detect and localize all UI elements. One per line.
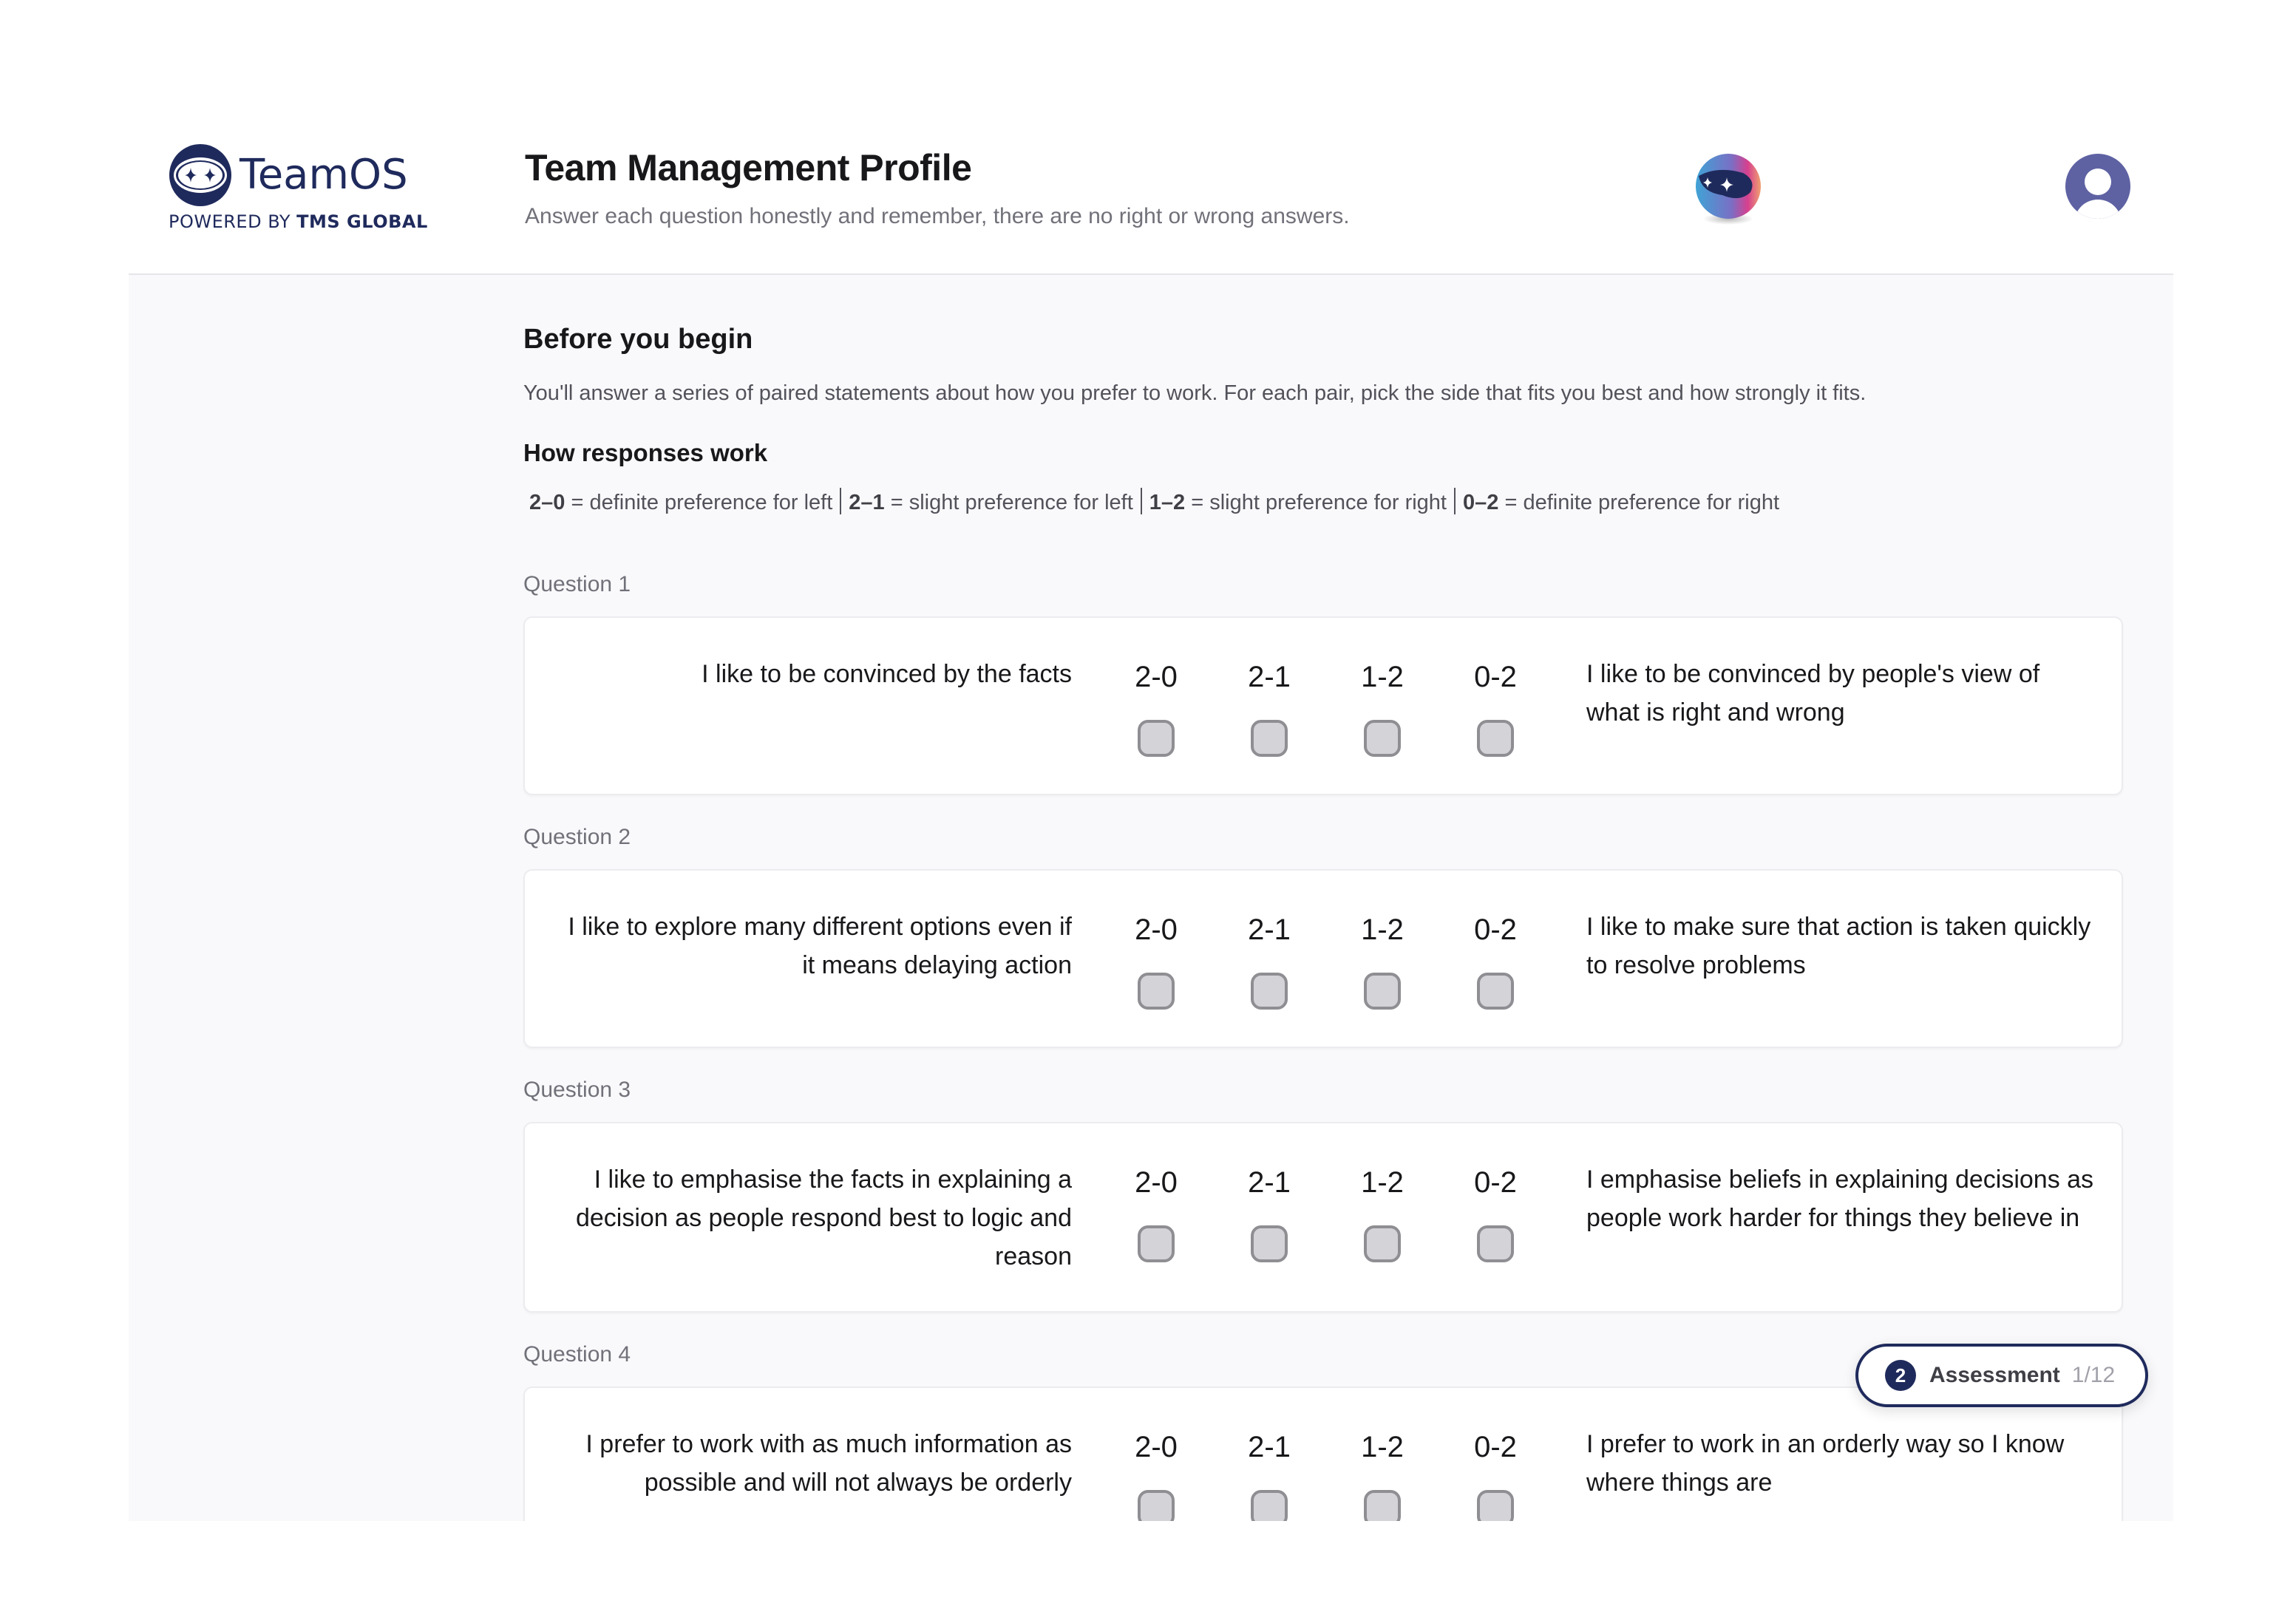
right-statement: I emphasise beliefs in explaining decisions as people work harder for things they believe in (1586, 1166, 2094, 1232)
option-2-0 (1112, 1166, 1200, 1262)
legend-key: 2–0 (529, 491, 565, 514)
option-0-2 (1451, 913, 1540, 1010)
option-checkbox[interactable] (1138, 973, 1175, 1010)
option-label: 2-1 (1248, 913, 1291, 946)
option-2-1 (1225, 913, 1314, 1010)
option-checkbox[interactable] (1138, 720, 1175, 757)
option-label: 2-0 (1135, 661, 1178, 693)
option-1-2 (1338, 1166, 1427, 1262)
option-label: 1-2 (1361, 1166, 1404, 1199)
option-label: 0-2 (1474, 1431, 1517, 1463)
step-number-badge: 2 (1885, 1360, 1916, 1391)
step-label: Assessment (1929, 1363, 2060, 1387)
question-label: Question 1 (523, 572, 631, 596)
option-0-2 (1451, 1166, 1540, 1262)
question-card (523, 616, 2123, 795)
left-statement: I prefer to work with as much information as possible and will not always be orderly (585, 1430, 1072, 1497)
option-checkbox[interactable] (1477, 1225, 1514, 1262)
legend-separator (1454, 488, 1456, 514)
option-checkbox[interactable] (1251, 973, 1288, 1010)
option-checkbox[interactable] (1251, 1225, 1288, 1262)
option-2-0 (1112, 661, 1200, 757)
powered-by (169, 211, 428, 232)
option-checkbox[interactable] (1138, 1490, 1175, 1521)
brand-logo[interactable] (169, 143, 428, 232)
right-statement: I like to make sure that action is taken quickly to resolve problems (1586, 913, 2091, 979)
option-2-1 (1225, 1431, 1314, 1521)
assessment-progress-pill[interactable] (1855, 1344, 2148, 1407)
header (129, 0, 2173, 273)
page-subtitle: Answer each question honestly and remember, there are no right or wrong answers. (525, 204, 1350, 228)
legend-desc: = slight preference for left (884, 491, 1133, 514)
left-statement: I like to explore many different options even if it means delaying action (568, 913, 1072, 979)
legend-key: 1–2 (1149, 491, 1186, 514)
option-checkbox[interactable] (1477, 720, 1514, 757)
option-checkbox[interactable] (1364, 1490, 1401, 1521)
page-title: Team Management Profile (525, 147, 972, 188)
avatar-body (2074, 200, 2122, 219)
option-label: 2-0 (1135, 1431, 1178, 1463)
option-1-2 (1338, 661, 1427, 757)
powered-by-prefix: POWERED BY (169, 211, 297, 232)
main-content (129, 273, 2173, 1521)
option-checkbox[interactable] (1138, 1225, 1175, 1262)
legend-desc: = definite preference for left (565, 491, 833, 514)
option-checkbox[interactable] (1364, 1225, 1401, 1262)
brand-name: TeamOS (240, 151, 408, 199)
legend-separator (1141, 488, 1142, 514)
option-checkbox[interactable] (1477, 1490, 1514, 1521)
option-1-2 (1338, 1431, 1427, 1521)
option-label: 0-2 (1474, 1166, 1517, 1199)
option-2-1 (1225, 1166, 1314, 1262)
ai-assistant-orb-icon[interactable] (1688, 148, 1770, 229)
option-label: 2-1 (1248, 1166, 1291, 1199)
option-label: 2-1 (1248, 661, 1291, 693)
option-label: 1-2 (1361, 913, 1404, 946)
option-label: 1-2 (1361, 1431, 1404, 1463)
intro-title: Before you begin (523, 324, 753, 355)
option-label: 1-2 (1361, 661, 1404, 693)
left-statement: I like to emphasise the facts in explaining a decision as people respond best to logic and reason (575, 1166, 1072, 1270)
how-responses-title: How responses work (523, 439, 768, 466)
intro-text: You'll answer a series of paired statements about how you prefer to work. For each pair, pick the side that fits you best and how strongly it fits. (523, 381, 1867, 405)
question-card (523, 869, 2123, 1048)
option-2-0 (1112, 913, 1200, 1010)
option-2-1 (1225, 661, 1314, 757)
question-label: Question 4 (523, 1342, 631, 1367)
progress-count: 1/12 (2071, 1363, 2116, 1387)
option-label: 0-2 (1474, 913, 1517, 946)
option-0-2 (1451, 1431, 1540, 1521)
left-statement: I like to be convinced by the facts (702, 660, 1072, 688)
question-label: Question 3 (523, 1078, 631, 1102)
title-block (525, 146, 1350, 229)
avatar-head (2085, 169, 2111, 195)
option-checkbox[interactable] (1477, 973, 1514, 1010)
question-card (523, 1122, 2123, 1313)
user-avatar-icon[interactable] (2065, 154, 2130, 219)
question-label: Question 2 (523, 825, 631, 849)
legend-key: 2–1 (849, 491, 885, 514)
right-statement: I prefer to work in an orderly way so I know where things are (1586, 1430, 2065, 1497)
legend-separator (840, 488, 841, 514)
right-statement: I like to be convinced by people's view of what is right and wrong (1586, 660, 2040, 727)
option-2-0 (1112, 1431, 1200, 1521)
option-label: 2-1 (1248, 1431, 1291, 1463)
legend-desc: = slight preference for right (1185, 491, 1447, 514)
option-label: 0-2 (1474, 661, 1517, 693)
option-checkbox[interactable] (1364, 973, 1401, 1010)
option-checkbox[interactable] (1251, 720, 1288, 757)
option-checkbox[interactable] (1364, 720, 1401, 757)
option-label: 2-0 (1135, 913, 1178, 946)
response-legend (529, 488, 1779, 515)
powered-by-brand: TMS GLOBAL (296, 211, 428, 232)
legend-key: 0–2 (1463, 491, 1499, 514)
option-label: 2-0 (1135, 1166, 1178, 1199)
option-checkbox[interactable] (1251, 1490, 1288, 1521)
option-0-2 (1451, 661, 1540, 757)
teamos-logo-icon (169, 143, 232, 207)
legend-desc: = definite preference for right (1498, 491, 1780, 514)
option-1-2 (1338, 913, 1427, 1010)
